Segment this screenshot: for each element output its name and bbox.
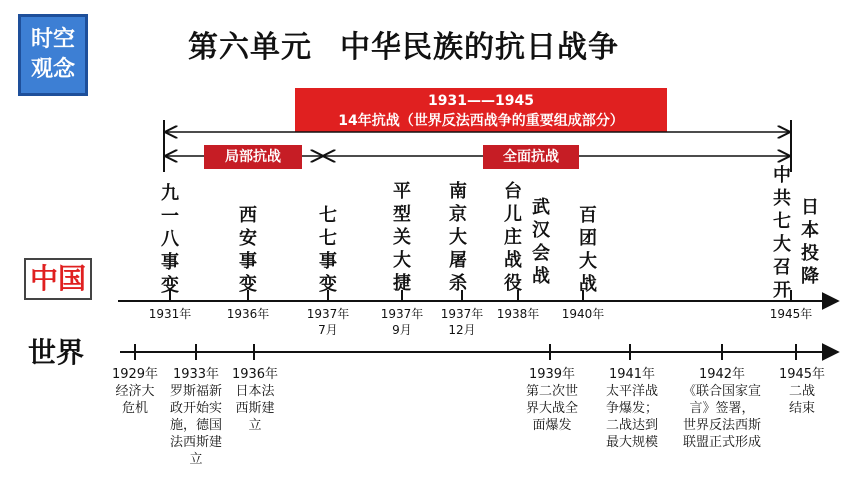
world-desc-1929: 经济大 危机 bbox=[115, 384, 155, 416]
event-taierzhuang: 台儿庄战役 bbox=[504, 181, 522, 294]
world-year-1945: 1945年 bbox=[778, 367, 826, 382]
year-1936: 1936年 bbox=[226, 307, 270, 321]
world-year-1941: 1941年 bbox=[608, 367, 656, 382]
world-year-1942: 1942年 bbox=[698, 367, 746, 382]
event-hundred-regiments: 百团大战 bbox=[579, 205, 597, 295]
world-year-1939: 1939年 bbox=[528, 367, 576, 382]
year-1931: 1931年 bbox=[148, 307, 192, 321]
event-7th-congress: 中共七大召开 bbox=[773, 165, 791, 301]
event-918-incident: 九一八事变 bbox=[161, 183, 179, 296]
world-desc-1945: 二战 结束 bbox=[788, 384, 815, 416]
title-topic: 中华民族的抗日战争 bbox=[340, 30, 619, 65]
title-unit: 第六单元 bbox=[188, 30, 312, 65]
badge-line-1: 时空 bbox=[30, 27, 75, 52]
world-desc-1939: 第二次世 界大战全 面爆发 bbox=[525, 384, 578, 433]
world-year-1936: 1936年 bbox=[231, 367, 279, 382]
world-event-1933 bbox=[156, 366, 236, 468]
full-war-label: 全面抗战 bbox=[483, 145, 579, 169]
year-1937-12: 1937年 12月 bbox=[440, 307, 484, 337]
world-event-1939 bbox=[512, 366, 592, 434]
year-1940: 1940年 bbox=[561, 307, 605, 321]
world-event-1941 bbox=[592, 366, 672, 451]
year-1938: 1938年 bbox=[496, 307, 540, 321]
year-1945: 1945年 bbox=[769, 307, 813, 321]
year-1937-7: 1937年 7月 bbox=[306, 307, 350, 337]
event-nanjing-massacre: 南京大屠杀 bbox=[449, 181, 467, 294]
world-desc-1933: 罗斯福新 政开始实 施，德国 法西斯建 立 bbox=[169, 384, 222, 467]
war-period-description: 14年抗战（世界反法西战争的重要组成部分） bbox=[338, 113, 624, 129]
region-china: 中国 bbox=[24, 258, 92, 300]
world-event-1942 bbox=[670, 366, 774, 451]
world-event-1945 bbox=[774, 366, 830, 417]
china-ticks bbox=[170, 290, 791, 301]
world-year-1933: 1933年 bbox=[172, 367, 220, 382]
war-period-years: 1931——1945 bbox=[428, 93, 534, 109]
year-1937-9: 1937年 9月 bbox=[380, 307, 424, 337]
world-desc-1941: 太平洋战 争爆发； 二战达到 最大规模 bbox=[605, 384, 658, 450]
event-japan-surrender: 日本投降 bbox=[801, 197, 819, 287]
world-event-1936 bbox=[226, 366, 284, 434]
event-pingxingguan: 平型关大捷 bbox=[393, 181, 411, 294]
region-world: 世界 bbox=[28, 336, 85, 369]
world-desc-1942: 《联合国家宣 言》签署， 世界反法西斯 联盟正式形成 bbox=[682, 384, 761, 450]
world-desc-1936: 日本法 西斯建 立 bbox=[235, 384, 275, 433]
event-xian-incident: 西安事变 bbox=[239, 205, 257, 295]
badge-line-2: 观念 bbox=[30, 57, 75, 82]
event-77-incident: 七七事变 bbox=[319, 205, 337, 295]
local-war-label: 局部抗战 bbox=[204, 145, 302, 169]
event-wuhan-battle: 武汉会战 bbox=[532, 197, 550, 287]
world-year-1929: 1929年 bbox=[111, 367, 159, 382]
